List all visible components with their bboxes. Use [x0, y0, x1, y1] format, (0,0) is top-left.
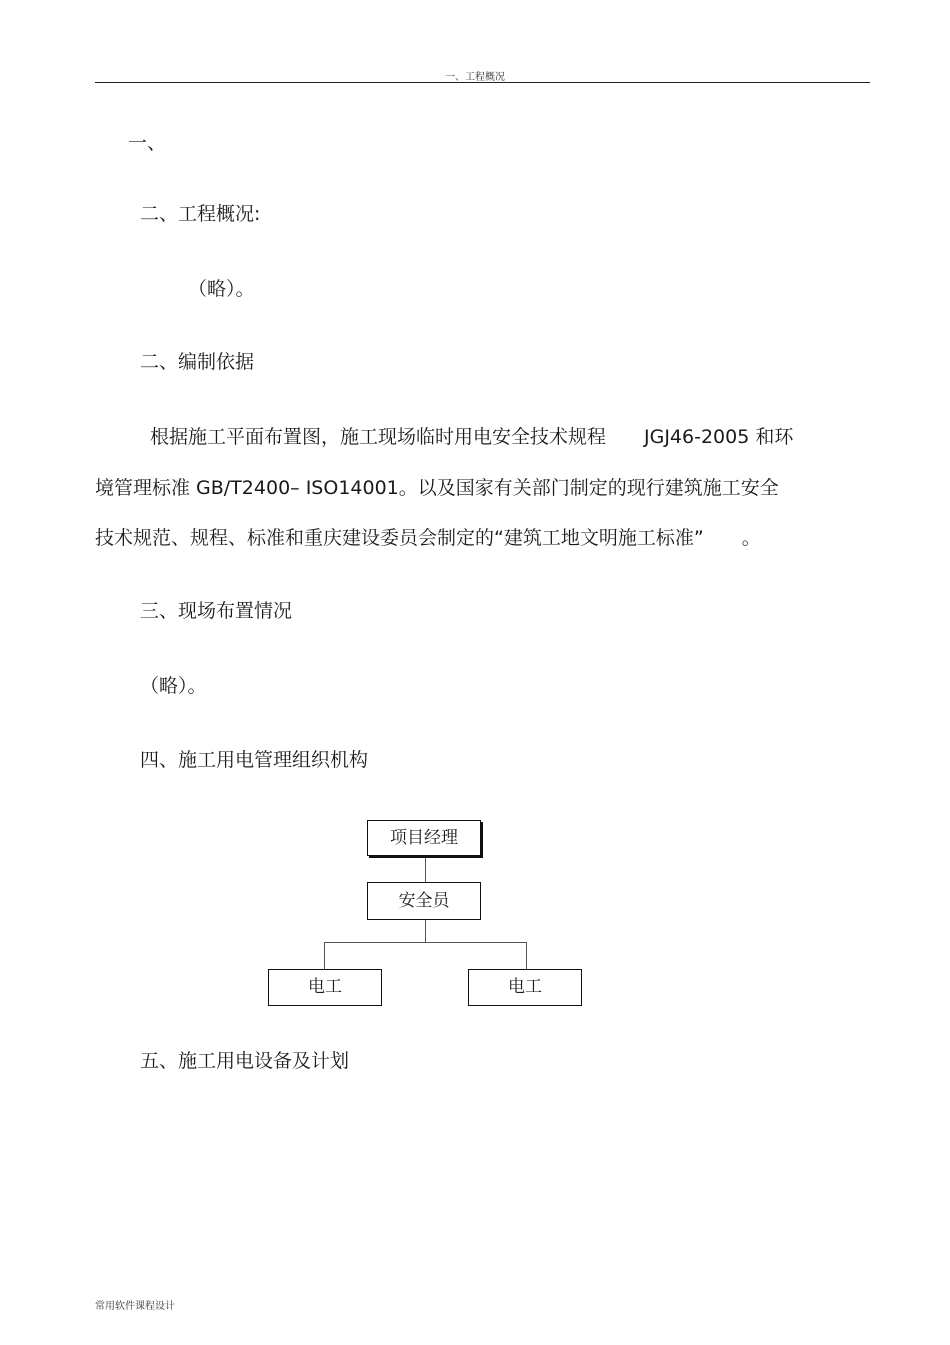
connector-horizontal: [324, 942, 527, 943]
org-box-electrician-left: 电工: [268, 969, 382, 1006]
site-body: （略）。: [140, 675, 207, 697]
org-heading: 四、施工用电管理组织机构: [140, 749, 369, 771]
connector-right-drop: [526, 942, 527, 969]
equipment-heading: 五、施工用电设备及计划: [140, 1050, 350, 1072]
connector-middle-down: [425, 920, 426, 942]
connector-left-drop: [324, 942, 325, 969]
header-rule: [95, 82, 870, 83]
page-footer-text: 常用软件课程设计: [95, 1301, 175, 1312]
basis-heading: 二、编制依据: [140, 351, 255, 373]
basis-para-line1: 根据施工平面布置图，施工现场临时用电安全技术规程 JGJ46-2005 和环: [150, 426, 794, 448]
basis-para-line3: 技术规范、规程、标准和重庆建设委员会制定的“建筑工地文明施工标准” 。: [95, 527, 761, 549]
site-heading: 三、现场布置情况: [140, 600, 293, 622]
overview-body: （略）。: [188, 278, 255, 300]
overview-heading: 二、工程概况:: [140, 203, 261, 225]
org-box-project-manager: 项目经理: [367, 820, 481, 856]
org-box-electrician-right: 电工: [468, 969, 582, 1006]
page-header-title: 一、工程概况: [445, 72, 505, 83]
basis-para-line2: 境管理标准 GB/T2400– ISO14001。以及国家有关部门制定的现行建筑施工安全: [95, 477, 779, 499]
section-one-label: 一、: [128, 132, 167, 154]
connector-top-middle: [425, 856, 426, 882]
org-box-safety-officer: 安全员: [367, 882, 481, 920]
